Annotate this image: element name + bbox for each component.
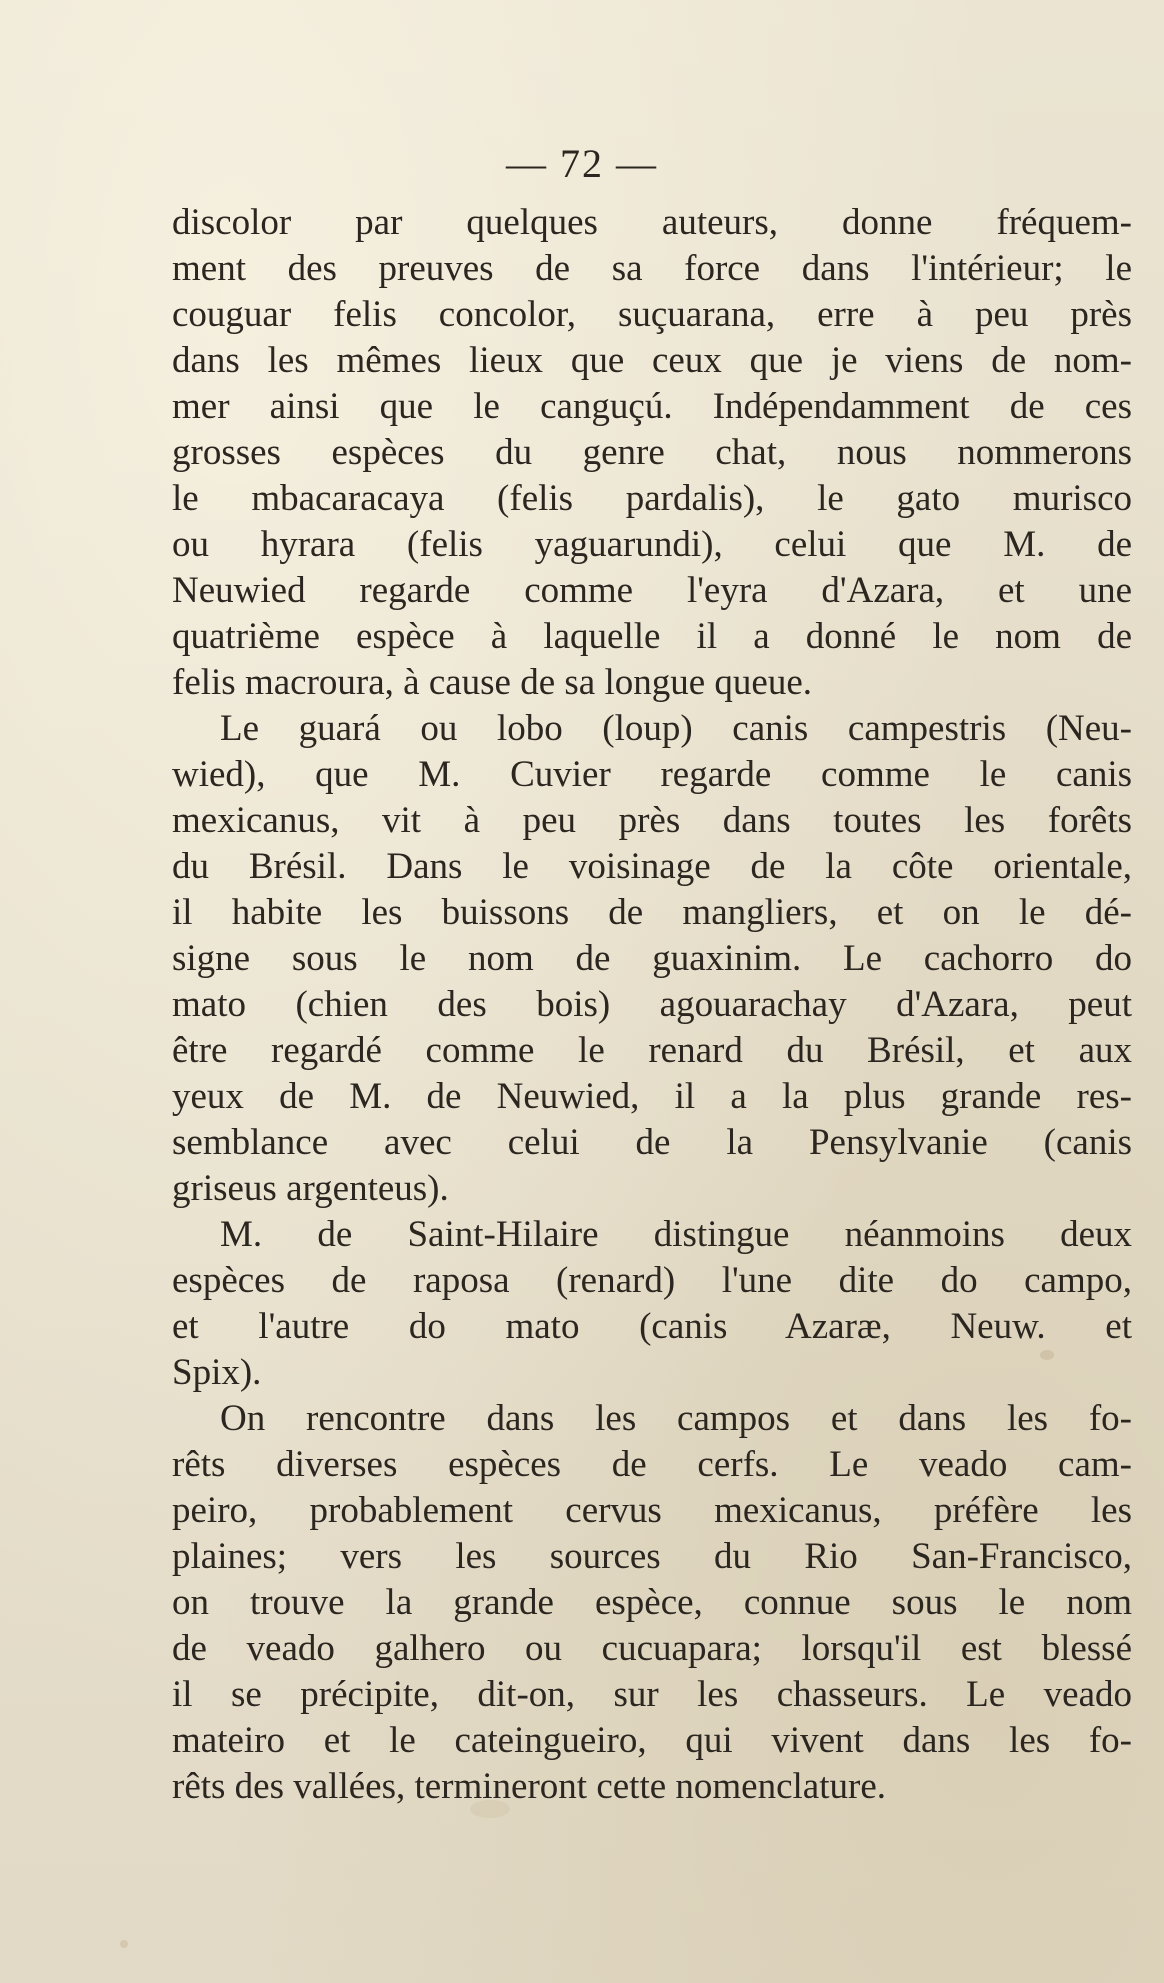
text-line: du Brésil. Dans le voisinage de la côte orientale,	[172, 846, 1132, 887]
paper-stain	[120, 1940, 128, 1948]
text-line: on trouve la grande espèce, connue sous le nom	[172, 1582, 1132, 1623]
text-line: quatrième espèce à laquelle il a donné le nom de	[172, 616, 1132, 657]
text-line: semblance avec celui de la Pensylvanie (canis	[172, 1122, 1132, 1163]
text-line: il se précipite, dit-on, sur les chasseurs. Le veado	[172, 1674, 1132, 1715]
text-line: peiro, probablement cervus mexicanus, préfère les	[172, 1490, 1132, 1531]
text-line: être regardé comme le renard du Brésil, et aux	[172, 1030, 1132, 1071]
page-number: — 72 —	[506, 141, 658, 186]
text-line: felis macroura, à cause de sa longue queue.	[172, 662, 813, 703]
text-line: grosses espèces du genre chat, nous nommerons	[172, 432, 1132, 473]
text-line: yeux de M. de Neuwied, il a la plus grande res-	[172, 1076, 1132, 1117]
text-line: mateiro et le cateingueiro, qui vivent dans les fo-	[172, 1720, 1132, 1761]
page-text	[172, 200, 1132, 1810]
text-line: plaines; vers les sources du Rio San-Francisco,	[172, 1536, 1132, 1577]
text-line: et l'autre do mato (canis Azaræ, Neuw. et	[172, 1306, 1132, 1347]
text-line: le mbacaracaya (felis pardalis), le gato murisco	[172, 478, 1132, 519]
text-line: espèces de raposa (renard) l'une dite do campo,	[172, 1260, 1132, 1301]
text-line: griseus argenteus).	[172, 1168, 449, 1209]
text-line: discolor par quelques auteurs, donne fréquem-	[172, 202, 1132, 243]
text-line: Neuwied regarde comme l'eyra d'Azara, et une	[172, 570, 1132, 611]
text-line: Le guará ou lobo (loup) canis campestris (Neu-	[220, 708, 1132, 749]
text-line: ment des preuves de sa force dans l'intérieur; le	[172, 248, 1132, 289]
text-line: signe sous le nom de guaxinim. Le cachorro do	[172, 938, 1132, 979]
text-line: de veado galhero ou cucuapara; lorsqu'il est blessé	[172, 1628, 1132, 1669]
text-line: M. de Saint-Hilaire distingue néanmoins deux	[220, 1214, 1132, 1255]
text-line: mer ainsi que le canguçú. Indépendamment de ces	[172, 386, 1132, 427]
text-line: ou hyrara (felis yaguarundi), celui que M. de	[172, 524, 1132, 565]
text-line: mato (chien des bois) agouarachay d'Azara, peut	[172, 984, 1132, 1025]
text-line: couguar felis concolor, suçuarana, erre à peu près	[172, 294, 1132, 335]
text-line: wied), que M. Cuvier regarde comme le canis	[172, 754, 1132, 795]
text-line: mexicanus, vit à peu près dans toutes les forêts	[172, 800, 1132, 841]
text-line: rêts diverses espèces de cerfs. Le veado cam-	[172, 1444, 1132, 1485]
text-line: il habite les buissons de mangliers, et on le dé-	[172, 892, 1132, 933]
text-line: rêts des vallées, termineront cette nomenclature.	[172, 1766, 887, 1807]
text-line: dans les mêmes lieux que ceux que je viens de nom-	[172, 340, 1132, 381]
text-line: On rencontre dans les campos et dans les fo-	[220, 1398, 1132, 1439]
text-line: Spix).	[172, 1352, 262, 1393]
